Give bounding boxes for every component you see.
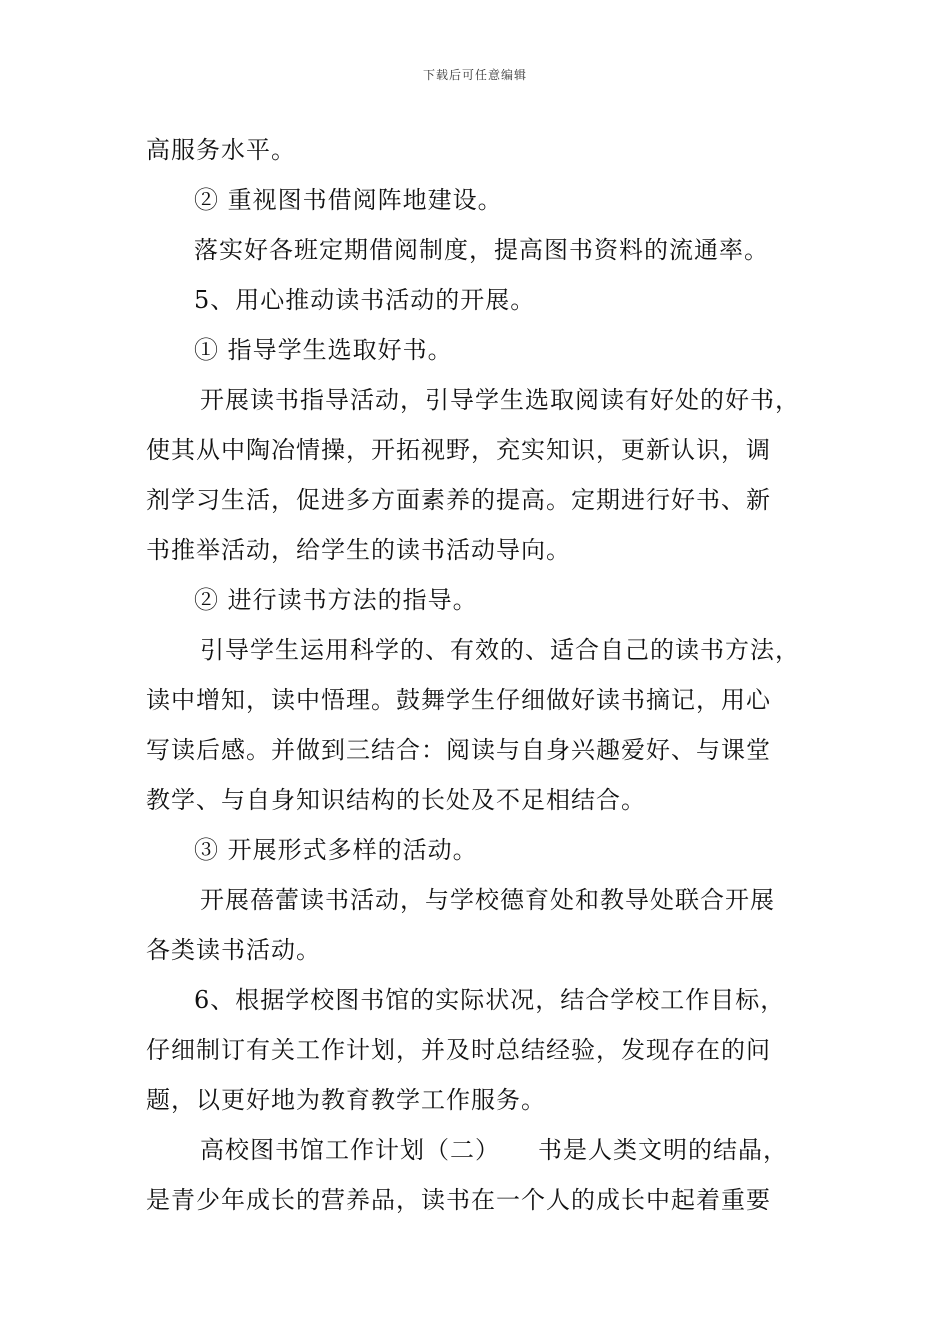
- text-line: 仔细制订有关工作计划，并及时总结经验，发现存在的问: [146, 1036, 771, 1064]
- text-line: 题，以更好地为教育教学工作服务。: [146, 1086, 546, 1114]
- text-line: 5、用心推动读书活动的开展。: [194, 286, 536, 314]
- text-line: 引导学生运用科学的、有效的、适合自己的读书方法，: [200, 636, 800, 664]
- text-line: 教学、与自身知识结构的长处及不足相结合。: [146, 786, 646, 814]
- text-line: 开展蓓蕾读书活动，与学校德育处和教导处联合开展: [200, 886, 775, 914]
- text-line: 高校图书馆工作计划（二） 书是人类文明的结晶，: [200, 1136, 788, 1164]
- text-line: 各类读书活动。: [146, 936, 321, 964]
- text-line: 开展读书指导活动，引导学生选取阅读有好处的好书，: [200, 386, 800, 414]
- text-line: ① 指导学生选取好书。: [194, 336, 453, 364]
- text-line: 写读后感。并做到三结合：阅读与自身兴趣爱好、与课堂: [146, 736, 771, 764]
- text-line: ③ 开展形式多样的活动。: [194, 836, 478, 864]
- page-header: 下载后可任意编辑: [422, 68, 527, 82]
- text-line: 落实好各班定期借阅制度，提高图书资料的流通率。: [194, 236, 769, 264]
- text-line: 读中增知，读中悟理。鼓舞学生仔细做好读书摘记，用心: [146, 686, 771, 714]
- text-line: 剂学习生活，促进多方面素养的提高。定期进行好书、新: [146, 486, 771, 514]
- text-line: ② 重视图书借阅阵地建设。: [194, 186, 503, 214]
- text-line: ② 进行读书方法的指导。: [194, 586, 478, 614]
- text-line: 高服务水平。: [146, 136, 296, 164]
- text-line: 6、根据学校图书馆的实际状况，结合学校工作目标，: [194, 986, 786, 1014]
- text-line: 书推举活动，给学生的读书活动导向。: [146, 536, 571, 564]
- text-line: 是青少年成长的营养品，读书在一个人的成长中起着重要: [146, 1186, 771, 1214]
- text-line: 使其从中陶冶情操，开拓视野，充实知识，更新认识，调: [146, 436, 771, 464]
